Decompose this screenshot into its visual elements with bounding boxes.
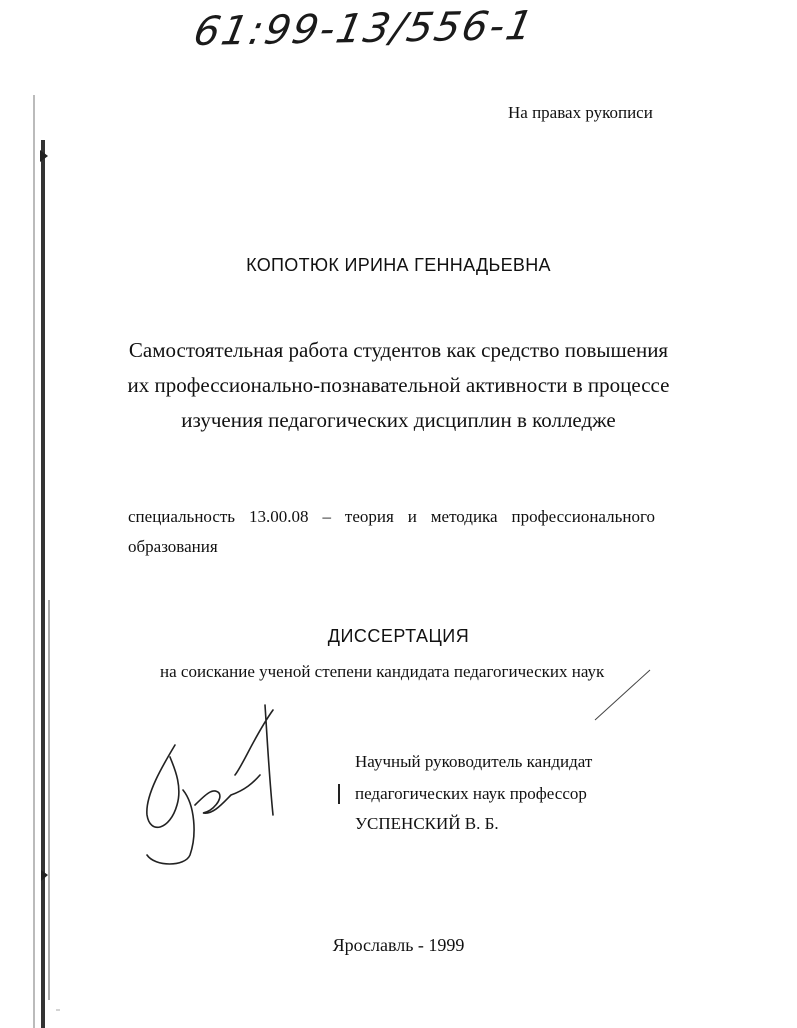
degree-statement: на соискание ученой степени кандидата педагогических наук [160,662,605,681]
supervisor-line-1: Научный руководитель кандидат [355,752,593,771]
specialty-line-1: специальность 13.00.08 – теория и методика профессионального [128,507,655,526]
supervisor-line-2: педагогических наук профессор [355,784,587,803]
document-type: ДИССЕРТАЦИЯ [327,626,470,646]
margin-mark [338,784,340,804]
dissertation-title-line-2: их профессионально-познавательной активности в процессе [127,373,670,397]
city-year: Ярославль - 1999 [332,935,465,955]
author-name: КОПОТЮК ИРИНА ГЕННАДЬЕВНА [246,255,551,275]
supervisor-name: УСПЕНСКИЙ В. Б. [355,814,499,833]
dissertation-title-line-1: Самостоятельная работа студентов как средство повышения [128,338,669,362]
stray-pen-mark [590,650,660,725]
dissertation-title-line-3: изучения педагогических дисциплин в колледже [181,408,616,432]
handwritten-catalog-code: 61:99-13/556-1 [189,3,539,55]
specialty-line-2: образования [128,537,218,556]
signature [135,695,305,875]
scan-binding-edge [0,0,60,1028]
rights-notice: На правах рукописи [508,103,653,122]
